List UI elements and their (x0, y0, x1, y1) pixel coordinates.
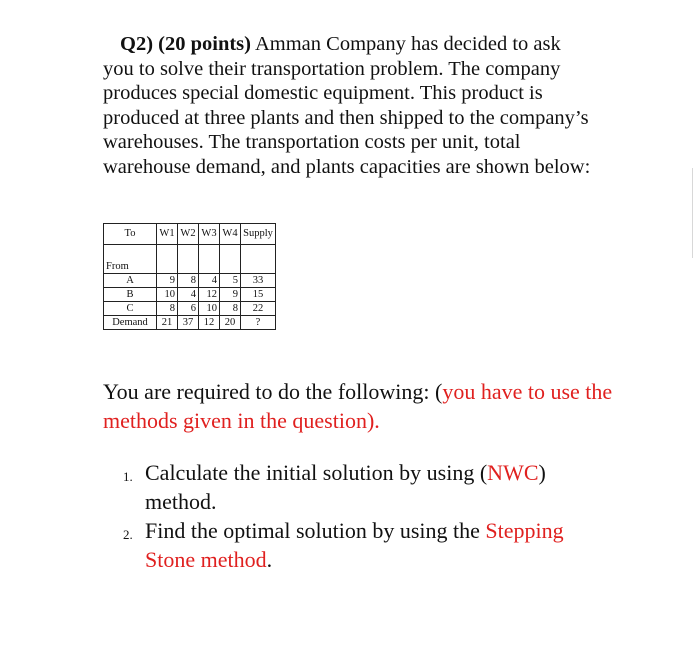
empty-cell (220, 245, 241, 274)
task-text-red: NWC (487, 460, 539, 485)
cost-cell: 4 (178, 288, 199, 302)
table-row-a (104, 274, 276, 288)
from-label: From (104, 245, 157, 274)
empty-cell (157, 245, 178, 274)
question-body: you to solve their transportation problem. The company produces special domestic equipment. This product is produced at three plants and then shipped to the company’s warehouses. The transportation costs per unit, total warehouse demand, and plants capacities are shown below: (103, 57, 591, 178)
task-line-2: method. (145, 489, 217, 514)
question-paragraph (103, 32, 603, 179)
question-label: Q2) (20 points) (120, 33, 251, 55)
col-header-w4: W4 (220, 224, 241, 245)
row-label: C (104, 302, 157, 316)
demand-cell: 37 (178, 316, 199, 330)
row-label: A (104, 274, 157, 288)
supply-cell: 15 (241, 288, 276, 302)
task-text-pre: Calculate the initial solution by using ( (145, 460, 488, 485)
cost-cell: 12 (199, 288, 220, 302)
task-number: 2. (123, 527, 133, 542)
cost-cell: 6 (178, 302, 199, 316)
empty-cell (241, 245, 276, 274)
col-header-w2: W2 (178, 224, 199, 245)
cost-cell: 8 (220, 302, 241, 316)
demand-cell: 12 (199, 316, 220, 330)
cost-cell: 10 (157, 288, 178, 302)
cost-cell: 9 (220, 288, 241, 302)
col-header-w3: W3 (199, 224, 220, 245)
task-line (145, 516, 623, 545)
empty-cell (178, 245, 199, 274)
table-row-c (104, 302, 276, 316)
table-row-demand (104, 316, 276, 330)
requirements-intro (103, 377, 623, 435)
intro-red-text: you have to use the methods given in the question (103, 379, 613, 433)
intro-text: You are required to do the following: ( (103, 379, 443, 404)
task-text-pre: Find the optimal solution by using the (145, 518, 486, 543)
cost-cell: 9 (157, 274, 178, 288)
question-line-1: Amman Company has decided to ask (254, 33, 561, 55)
col-header-w1: W1 (157, 224, 178, 245)
table-header-row (104, 224, 276, 245)
supply-cell: 22 (241, 302, 276, 316)
task-item (103, 458, 623, 516)
cost-cell: 8 (157, 302, 178, 316)
cost-cell: 5 (220, 274, 241, 288)
task-line-2-post: . (266, 547, 273, 572)
from-row (104, 245, 276, 274)
cost-cell: 8 (178, 274, 199, 288)
cost-cell: 10 (199, 302, 220, 316)
task-list (103, 458, 623, 574)
task-line-2 (145, 545, 623, 574)
table-row-b (104, 288, 276, 302)
demand-cell: 20 (220, 316, 241, 330)
task-text-red: Stepping (485, 518, 564, 543)
intro-end-text: ). (366, 408, 380, 433)
demand-cell: 21 (157, 316, 178, 330)
row-label: B (104, 288, 157, 302)
task-line-2-red: Stone method (145, 547, 267, 572)
supply-cell: 33 (241, 274, 276, 288)
page-edge-rule (692, 168, 693, 258)
transportation-table (103, 223, 276, 330)
total-cell: ? (241, 316, 276, 330)
col-header-supply: Supply (241, 224, 276, 245)
corner-cell: To (104, 224, 157, 245)
task-item (103, 516, 623, 574)
question-first-line (103, 32, 603, 57)
task-text-post: ) (538, 460, 546, 485)
cost-cell: 4 (199, 274, 220, 288)
task-number: 1. (123, 469, 133, 484)
empty-cell (199, 245, 220, 274)
row-label: Demand (104, 316, 157, 330)
task-line (145, 458, 623, 487)
